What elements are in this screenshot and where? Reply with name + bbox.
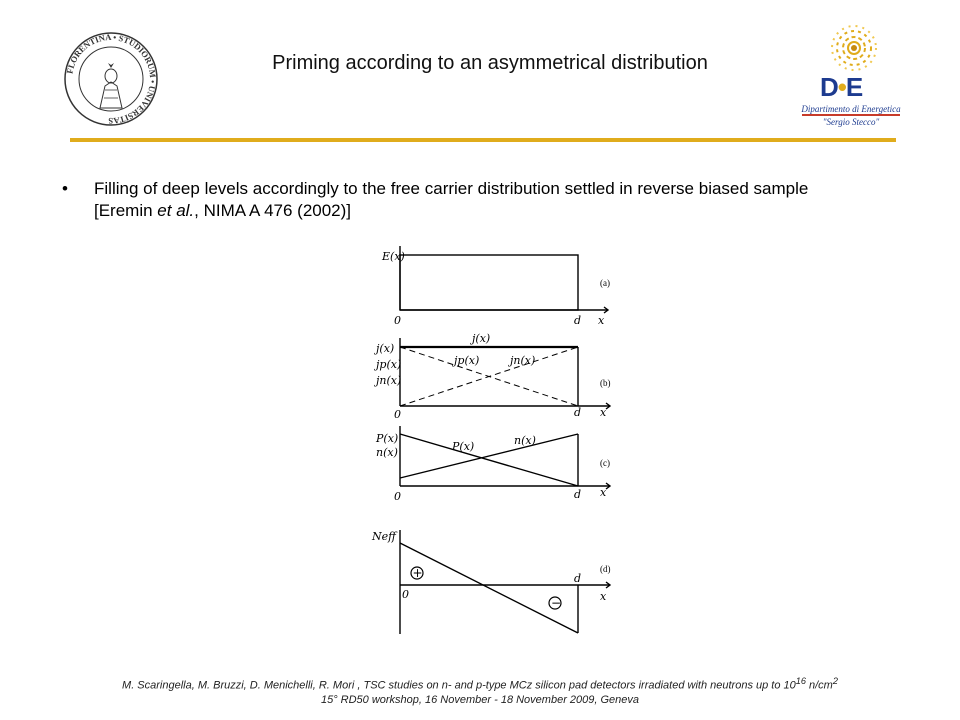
panel-d-d: d (574, 572, 582, 585)
panel-a-origin: 0 (394, 314, 401, 327)
panel-b-ylabel-j: j(x) (376, 342, 395, 355)
bullet-marker: • (62, 179, 68, 198)
panel-b-x: x (600, 406, 607, 419)
panel-d-x: x (600, 590, 607, 603)
panel-c-ylabel-n: n(x) (376, 446, 398, 459)
footer (40, 674, 920, 707)
panel-b-d: d (574, 406, 582, 419)
panel-c-origin: 0 (394, 490, 401, 503)
university-seal-icon (62, 30, 160, 128)
logo-underline (802, 114, 900, 116)
panel-b-origin: 0 (394, 408, 401, 421)
figure (360, 238, 620, 640)
panel-c-ylabel-p: P(x) (376, 432, 399, 445)
department-subname: "Sergio Stecco" (822, 117, 880, 127)
department-name: Dipartimento di Energetica (801, 104, 901, 114)
panel-b-tag: (b) (600, 378, 611, 388)
footer-line-2: 15° RD50 workshop, 16 November - 18 November 2009, Geneva (320, 693, 640, 706)
panel-c (400, 426, 610, 489)
panel-d-ylabel: Neff (372, 530, 396, 543)
panel-b (400, 338, 610, 409)
panel-b-curve-jp: jp(x) (454, 354, 480, 367)
panel-b-ylabel-jp: jp(x) (376, 358, 402, 371)
panel-b-curve-j: j(x) (472, 332, 491, 345)
department-logo (792, 24, 910, 130)
plus-sign: + (412, 566, 423, 580)
university-seal-logo (62, 30, 160, 128)
panel-a-d: d (574, 314, 582, 327)
minus-sign: − (551, 596, 562, 610)
bullet-text: Filling of deep levels accordingly to the free carrier distribution settled in reverse biased sample [Eremin et al., NIMA A 476 (2002)] (94, 179, 809, 220)
panel-d-origin: 0 (402, 588, 409, 601)
panel-c-curve-n: n(x) (514, 434, 536, 447)
panel-c-d: d (574, 488, 582, 501)
panel-c-curve-p: P(x) (452, 440, 475, 453)
panel-d-tag: (d) (600, 564, 611, 574)
panel-b-ylabel-jn: jn(x) (376, 374, 402, 387)
panel-a (400, 246, 608, 313)
panel-b-curve-jn: jn(x) (510, 354, 536, 367)
panel-c-x: x (600, 486, 607, 499)
title-rule (70, 138, 896, 142)
panel-a-x: x (598, 314, 605, 327)
panel-a-ylabel: E(x) (382, 250, 405, 263)
panel-c-tag: (c) (600, 458, 610, 468)
figure-svg (360, 238, 620, 640)
slide-title: Priming according to an asymmetrical distribution (272, 52, 708, 74)
footer-line-1: M. Scaringella, M. Bruzzi, D. Menichelli, R. Mori , TSC studies on n- and p-type MCz silicon pad detectors irradiated with neutrons up to $10^{16}$ $n/cm^2$ (122, 676, 838, 692)
panel-a-tag: (a) (600, 278, 610, 288)
de-mark: D•E (820, 72, 863, 102)
seal-text: FLORENTINA • STUDIORUM • UNIVERSITAS (64, 31, 159, 127)
spiral-flower-icon (792, 24, 910, 74)
